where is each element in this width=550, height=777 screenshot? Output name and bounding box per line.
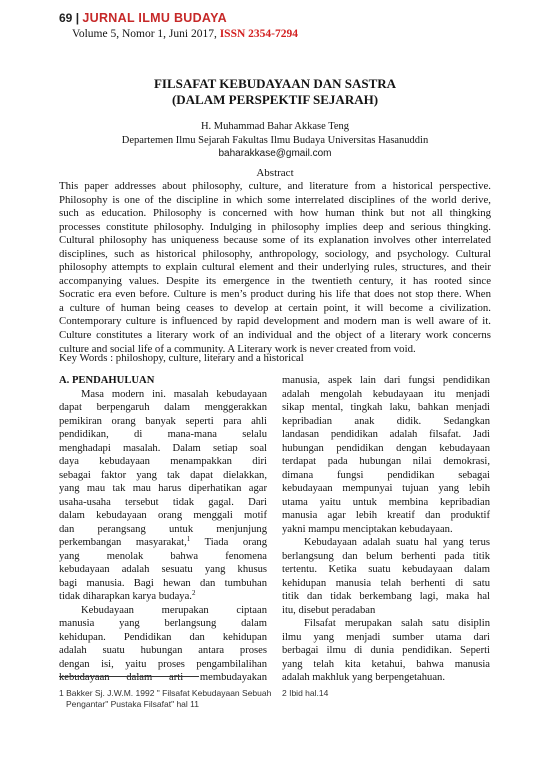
abstract-line: processes constitute philosophy. Indulging in philosophy implies deep and serious thingking. <box>59 220 491 233</box>
body-line: Filsafat merupakan salah satu disiplin <box>304 618 490 629</box>
abstract-heading: Abstract <box>256 167 294 179</box>
article-title-line-2: (DALAM PERSPEKTIF SEJARAH) <box>171 92 379 107</box>
body-line: pendidikan, di mana-mana selalu <box>59 429 267 440</box>
abstract-line: Cultural philosophy has uniqueness because some of its explanation involves other interrelated <box>59 234 491 247</box>
body-line: kehidupan manusia telah berhenti di satu <box>282 577 490 589</box>
journal-name: JURNAL ILMU BUDAYA <box>82 11 227 25</box>
body-line: yang mau tak mau harus diperhatikan agar <box>59 483 267 494</box>
issue-line <box>72 27 298 41</box>
body-line: daya kebudayaan menampakkan diri <box>59 456 267 467</box>
body-line: bagi manusia. Bagi hewan dan tumbuhan <box>59 577 267 589</box>
body-line: adalah suatu hubungan antara proses <box>59 645 267 656</box>
body-line: dan perangsang untuk menjunjung <box>59 523 267 535</box>
body-line: yakni mampu menciptakan kebudayaan. <box>282 523 453 535</box>
body-line: landasan pendidikan adalah filsafat. Jadi <box>282 429 490 440</box>
body-line: itu, disebut peradaban <box>282 604 376 616</box>
author-affiliation: Departemen Ilmu Sejarah Fakultas Ilmu Budaya Universitas Hasanuddin <box>121 135 429 146</box>
keywords: Key Words : philoshopy, culture, literary and a historical <box>59 352 304 364</box>
body-line: Masa modern ini. masalah kebudayaan <box>81 388 267 400</box>
body-line: ilmu yang menjadi sumber utama dari <box>282 631 490 643</box>
body-line: berbagai ilmu di dunia pendidikan. Seperti <box>282 645 490 656</box>
body-line: manusia yang berlangsung dalam <box>59 618 267 629</box>
body-line: dalam kebudayaan orang menggali motif <box>59 510 267 521</box>
abstract-body <box>59 180 491 356</box>
footnote-divider <box>59 676 199 677</box>
left-column <box>59 374 267 685</box>
body-text: Tiada orang <box>190 537 268 548</box>
abstract-line: Contemporary culture is influenced by rapid development and modern man is well aware of it. <box>59 315 491 328</box>
body-line: berlangsung dan belum berhenti pada titik <box>282 550 490 562</box>
abstract-line: a culture of human being ceases to develop at certain point, it will become a civilization. <box>59 301 491 314</box>
body-line: kebudayaan dalam arti membudayakan <box>59 672 267 683</box>
running-header <box>59 11 227 26</box>
body-line: utama yaitu untuk membina kepribadian <box>282 496 490 508</box>
issue-info: Volume 5, Nomor 1, Juni 2017, <box>72 28 220 40</box>
footnote-1-line-2: Pengantar" Pustaka Filsafat" hal 11 <box>66 699 199 709</box>
body-line: kebudayaan adalah sesuatu yang khusus <box>59 564 267 575</box>
body-line: hubungan pendidikan dengan kebudayaan <box>282 442 490 454</box>
article-title-line-1: FILSAFAT KEBUDAYAAN DAN SASTRA <box>153 76 397 91</box>
abstract-line: This paper addresses about philosophy, culture, and literature from a historical perspective. <box>59 180 491 192</box>
body-line: dengan isi, yaitu proses pengambilalihan <box>59 658 267 670</box>
body-line: manusia, aspek lain dari fungsi pendidikan <box>282 375 490 386</box>
body-line: sikap mental, tingkah laku, bahkan menjadi <box>282 402 490 413</box>
body-line: kehidupan. Pendidikan dan kehidupan <box>59 631 267 643</box>
right-column <box>282 374 490 685</box>
body-line: manusia agar lebih kreatif dan produktif <box>282 510 490 521</box>
section-heading: A. PENDAHULUAN <box>59 375 155 386</box>
body-line: pemikiran orang banyak seperti para ahli <box>59 415 267 427</box>
body-line: adalah mengolah kebudayaan itu menjadi <box>282 388 490 400</box>
abstract-line: philosophy attempts to explain cultural element and their underlying rules, structures, and their <box>59 261 491 274</box>
abstract-line: Culture constitutes a literary work of an individual and the object of a literary work concerns <box>59 329 491 342</box>
footnote-2: 2 Ibid hal.14 <box>282 688 329 698</box>
body-line: terdapat pada hubungan nilai demokrasi, <box>282 456 490 467</box>
body-line-with-footnote <box>59 590 267 604</box>
abstract-line: Philosophy is one of the discipline in which some interrelated disciplines of the world derive, <box>59 193 491 206</box>
author-email: baharakkase@gmail.com <box>218 148 332 159</box>
abstract-line: accompanying values. Despite its emergence in the twentieth century, it has rooted since <box>59 274 491 287</box>
body-line: usaha-usaha tersebut tidak gagal. Dari <box>59 496 267 508</box>
body-line: sebagai faktor yang tak dapat dielakkan, <box>59 469 267 481</box>
page-number: 69 <box>59 11 73 25</box>
body-line: yang menolak bahwa fenomena <box>59 550 267 562</box>
abstract-line: such as education. Philosophy is concerned with how human think but not all thingking <box>59 207 491 220</box>
issn: ISSN 2354-7294 <box>219 28 298 40</box>
body-text: tidak diharapkan karya budaya. <box>59 591 192 602</box>
body-line: dimana fungsi pendidikan sebagai <box>282 469 490 481</box>
body-line: yang telah kita ketahui, bahwa manusia <box>282 658 490 670</box>
footnote-mark: 1 <box>186 535 191 543</box>
author-name: H. Muhammad Bahar Akkase Teng <box>200 121 350 132</box>
footnote-1-line-1: 1 Bakker Sj. J.W.M. 1992 " Filsafat Kebudayaan Sebuah <box>59 688 272 698</box>
footnote-mark: 2 <box>191 589 196 597</box>
abstract-line: Socratic era even before. Culture is men’s product during his life that does not stop there. When <box>59 288 491 301</box>
body-line: Kebudayaan adalah suatu hal yang terus <box>304 537 490 548</box>
body-line: kebudayaan mempunyai tujuan yang lebih <box>282 483 490 494</box>
body-line: Kebudayaan merupakan ciptaan <box>81 604 267 616</box>
body-line: kepribadian anak didik. Sedangkan <box>282 415 490 427</box>
body-line-with-footnote <box>59 536 267 550</box>
body-line: menghadapi masalah. Dalam setiap soal <box>59 442 267 454</box>
abstract-line: culture and social life of a community. A Literary work is never created from void. <box>59 342 416 355</box>
body-line: titik dan tidak berkembang lagi, maka hal <box>282 591 490 602</box>
header-separator: | <box>72 11 83 25</box>
body-text: perkembangan masyarakat, <box>59 537 187 548</box>
body-line: tertentu. Ketika suatu kebudayaan dalam <box>282 564 490 575</box>
abstract-line: disciplines, such as historical philosophy, anthropology, sociology, and psychology. Cultural <box>59 247 491 260</box>
body-line: dapat berpengaruh dalam menggerakkan <box>59 402 267 413</box>
body-line: adalah makhluk yang berpengetahuan. <box>282 672 445 683</box>
